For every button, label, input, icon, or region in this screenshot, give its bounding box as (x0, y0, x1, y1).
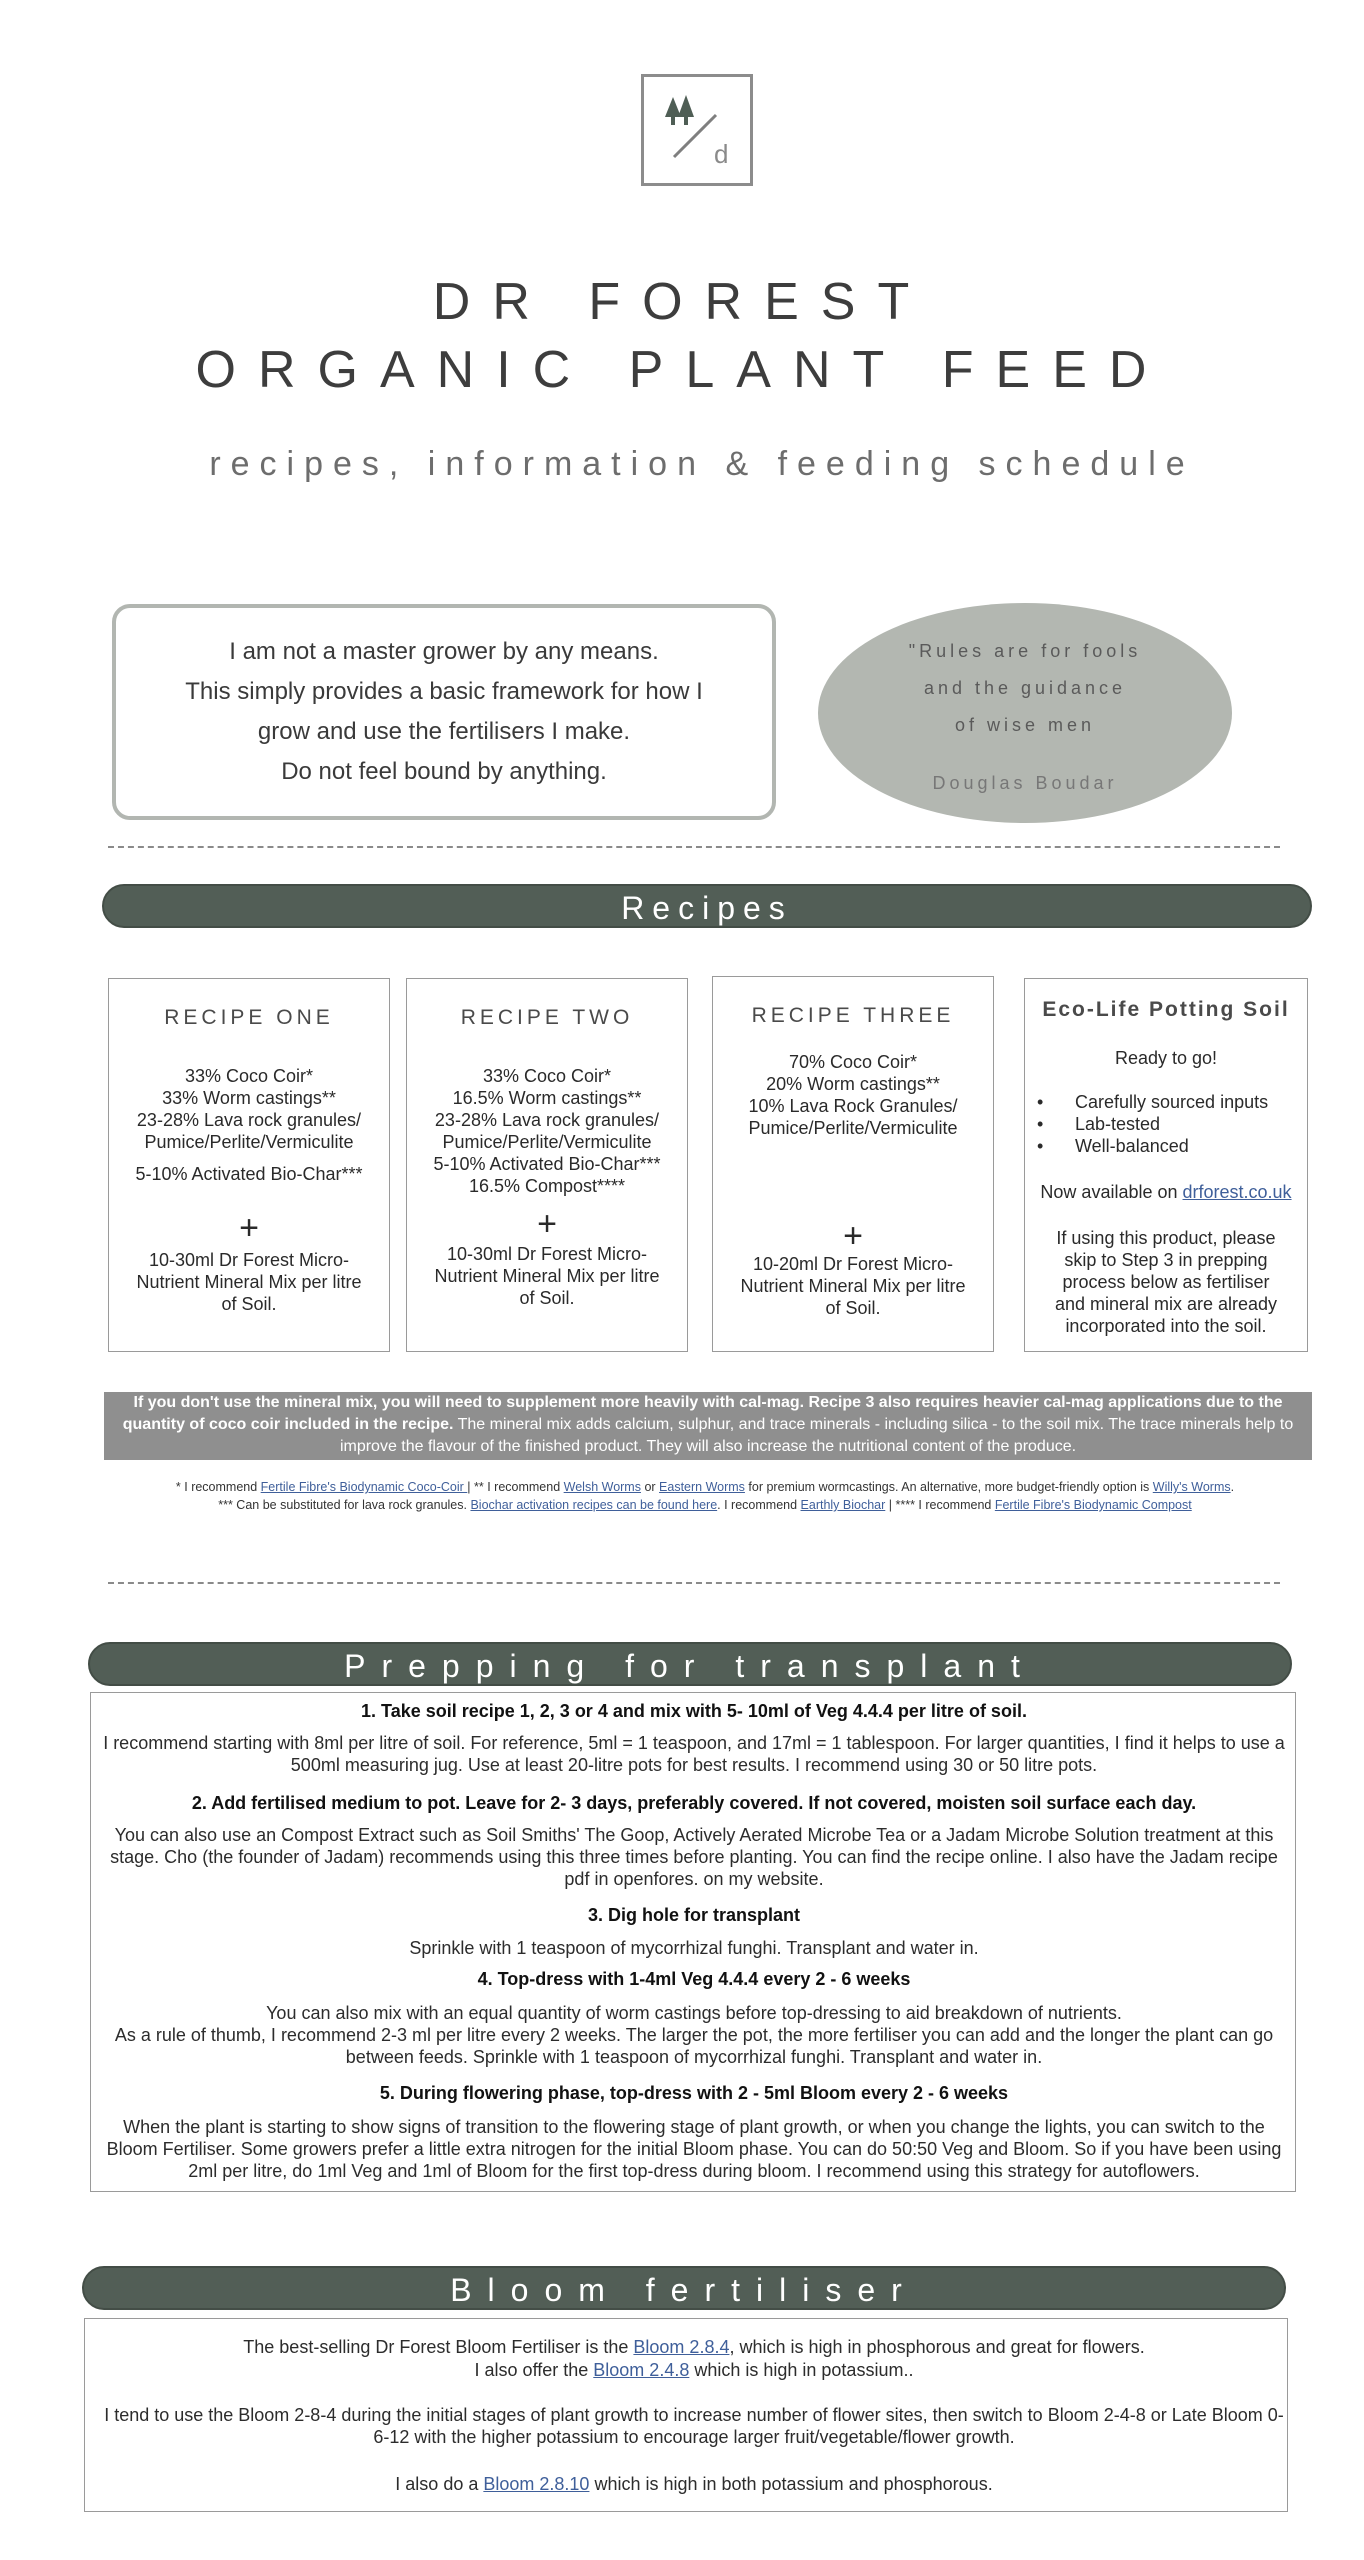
ingredient: 33% Coco Coir* (184, 1066, 314, 1086)
bloom-paragraph: I tend to use the Bloom 2-8-4 during the initial stages of plant growth to increase number of flower sites, then switch to Bloom 2-4-8 or Late Bloom 0-6-12 with the higher potassium to encourage larger fruit/vegetable/flower growth. (104, 2405, 1284, 2447)
eco-available (1025, 1181, 1307, 1203)
ingredient: 23-28% Lava rock granules/ (136, 1110, 362, 1130)
bloom-text: , which is high in phosphorous and great for flowers. (729, 2337, 1145, 2357)
biochar-recipes-link[interactable]: Biochar activation recipes can be found here (470, 1498, 718, 1512)
bloom-banner: Bloom fertiliser (82, 2266, 1286, 2310)
step-4-text: You can also mix with an equal quantity of worm castings before top-dressing to aid breakdown of nutrients. As a rule of thumb, I recommend 2-3 ml per litre every 2 weeks. The larger the pot, the more fertiliser you can add and the longer the plant can go between feeds. Sprinkle with 1 teaspoon of mycorrhizal funghi. Transplant and water in. (114, 2003, 1274, 2067)
ingredient: 5-10% Activated Bio-Char*** (135, 1164, 363, 1184)
ingredient: 33% Worm castings** (162, 1088, 336, 1108)
mineral-note-bold: If you don't use the mineral mix, you will need to supplement more heavily with cal-mag. Recipe 3 also requires heavier cal-mag applications due to the quantity of coco coir included in the recipe. (122, 1394, 1283, 1433)
eco-life-card (1024, 978, 1308, 1352)
eco-bullet: • Carefully sourced inputs (1025, 1091, 1307, 1113)
bloom-text: which is high in both potassium and phosphorous. (589, 2474, 993, 2494)
ingredient: 10% Lava Rock Granules/ (748, 1096, 958, 1116)
mineral-note-text: The mineral mix adds calcium, sulphur, and trace minerals - including silica - to the soil mix. The trace minerals help to improve the flavour of the finished product. They will also increase the nutritional content of the produce. (339, 1416, 1294, 1455)
step-2-text: You can also use an Compost Extract such as Soil Smiths' The Goop, Actively Aerated Microbe Tea or a Jadam Microbe Solution treatment at this stage. Cho (the founder of Jadam) recommends using this three times before planting. You can find the recipe online. I also have the Jadam recipe pdf in openfores. on my website. (110, 1825, 1278, 1889)
recipe-title: RECIPE ONE (164, 1006, 334, 1029)
intro-box (112, 604, 776, 820)
coco-coir-link[interactable]: Fertile Fibre's Biodynamic Coco-Coir (260, 1480, 468, 1494)
tree-icon (644, 77, 750, 183)
eastern-worms-link[interactable]: Eastern Worms (659, 1480, 745, 1494)
willys-worms-link[interactable]: Willy's Worms (1152, 1480, 1231, 1494)
mineral-note (104, 1392, 1312, 1460)
plus-icon: + (239, 1209, 259, 1247)
eco-available-text: Now available on (1040, 1182, 1183, 1202)
recipe-card-two (406, 978, 688, 1352)
ingredient: Pumice/Perlite/Vermiculite (442, 1132, 652, 1152)
bloom-line-1 (100, 2336, 1288, 2358)
eco-bullet: • Lab-tested (1025, 1113, 1307, 1135)
bloom-text: The best-selling Dr Forest Bloom Fertiliser is the (243, 2337, 634, 2357)
recipe-title: RECIPE THREE (751, 1004, 955, 1027)
footnote-text: * I recommend (175, 1480, 261, 1494)
eco-ready: Ready to go! (1114, 1048, 1218, 1068)
quote-line: of wise men (954, 715, 1096, 735)
divider (108, 846, 1280, 848)
recipe-card-three (712, 976, 994, 1352)
bloom-text: which is high in potassium.. (689, 2360, 914, 2380)
footnote-text: or (640, 1480, 660, 1494)
footnote-line-2 (100, 1496, 1310, 1514)
quote-ellipse (818, 603, 1232, 823)
bloom-2810-link[interactable]: Bloom 2.8.10 (483, 2474, 590, 2494)
ingredient: 16.5% Compost**** (468, 1176, 626, 1196)
eco-title: Eco-Life Potting Soil (1042, 998, 1290, 1021)
intro-line: I am not a master grower by any means. (229, 638, 659, 665)
step-3-text: Sprinkle with 1 teaspoon of mycorrhizal funghi. Transplant and water in. (409, 1938, 979, 1958)
step-1-text: I recommend starting with 8ml per litre of soil. For reference, 5ml = 1 teaspoon, and 17ml = 1 tablespoon. For larger quantities, I find it helps to use a 500ml measuring jug. Use at least 20-litre pots for best results. I recommend using 30 or 50 litre pots. (103, 1733, 1285, 1775)
bloom-text: I also offer the (474, 2360, 594, 2380)
plus-icon: + (843, 1217, 863, 1255)
title-line-2: ORGANIC PLANT FEED (195, 341, 1169, 399)
recipe-title: RECIPE TWO (460, 1006, 634, 1029)
intro-line: Do not feel bound by anything. (281, 758, 607, 785)
footnote-text: for premium wormcastings. An alternative, more budget-friendly option is (744, 1480, 1153, 1494)
ingredient: 23-28% Lava rock granules/ (434, 1110, 660, 1130)
bloom-248-link[interactable]: Bloom 2.4.8 (593, 2360, 690, 2380)
drforest-link[interactable]: drforest.co.uk (1182, 1182, 1292, 1202)
ingredient: 16.5% Worm castings** (452, 1088, 642, 1108)
footnote-text: | ** I recommend (467, 1480, 564, 1494)
bloom-text: I also do a (395, 2474, 484, 2494)
ingredient: 33% Coco Coir* (482, 1066, 612, 1086)
intro-line: grow and use the fertilisers I make. (257, 718, 631, 745)
quote-line: "Rules are for fools (908, 641, 1142, 661)
eco-note: If using this product, please skip to Step 3 in prepping process below as fertiliser and mineral mix are already incorporated into the soil. (1054, 1228, 1278, 1336)
footnote-text: . I recommend (717, 1498, 801, 1512)
step-5-text: When the plant is starting to show signs of transition to the flowering stage of plant growth, or when you change the lights, you can switch to the Bloom Fertiliser. Some growers prefer a little extra nitrogen for the initial Bloom phase. You can do 50:50 Veg and Bloom. So if you have been using 2ml per litre, do 1ml Veg and 1ml of Bloom for the first top-dress during bloom. I recommend using this strategy for autoflowers. (106, 2117, 1282, 2181)
step-1-heading: 1. Take soil recipe 1, 2, 3 or 4 and mix with 5- 10ml of Veg 4.4.4 per litre of soil. (361, 1701, 1027, 1721)
recipes-banner: Recipes (102, 884, 1312, 928)
footnote-line-1 (100, 1478, 1310, 1496)
logo (641, 74, 753, 186)
bloom-284-link[interactable]: Bloom 2.8.4 (633, 2337, 730, 2357)
footnote-text: . (1230, 1480, 1235, 1494)
bloom-line-3 (100, 2473, 1288, 2495)
step-2-heading: 2. Add fertilised medium to pot. Leave for 2- 3 days, preferably covered. If not covered, moisten soil surface each day. (191, 1793, 1197, 1813)
title-line-1: DR FOREST (432, 273, 932, 331)
ingredient: 20% Worm castings** (766, 1074, 940, 1094)
mineral-text: 10-20ml Dr Forest Micro-Nutrient Mineral Mix per litre of Soil. (740, 1254, 966, 1318)
quote-line: and the guidance (923, 678, 1127, 698)
mineral-text: 10-30ml Dr Forest Micro-Nutrient Mineral Mix per litre of Soil. (434, 1244, 660, 1308)
mineral-text: 10-30ml Dr Forest Micro-Nutrient Mineral Mix per litre of Soil. (136, 1250, 362, 1314)
welsh-worms-link[interactable]: Welsh Worms (563, 1480, 641, 1494)
prep-banner: Prepping for transplant (88, 1642, 1292, 1686)
plus-icon: + (537, 1205, 557, 1243)
biodynamic-compost-link[interactable]: Fertile Fibre's Biodynamic Compost (994, 1498, 1192, 1512)
step-3-heading: 3. Dig hole for transplant (587, 1905, 801, 1925)
subtitle: recipes, information & feeding schedule (209, 445, 1195, 483)
divider (108, 1582, 1280, 1584)
earthly-biochar-link[interactable]: Earthly Biochar (800, 1498, 886, 1512)
intro-line: This simply provides a basic framework for how I (185, 678, 703, 705)
footnote-text: | **** I recommend (885, 1498, 995, 1512)
eco-bullet: • Well-balanced (1025, 1135, 1307, 1157)
bloom-line-2 (100, 2359, 1288, 2381)
footnote-text: *** Can be substituted for lava rock granules. (218, 1498, 471, 1512)
ingredient: 70% Coco Coir* (788, 1052, 918, 1072)
ingredient: Pumice/Perlite/Vermiculite (144, 1132, 354, 1152)
ingredient: 5-10% Activated Bio-Char*** (433, 1154, 661, 1174)
quote-author: Douglas Boudar (932, 773, 1118, 793)
step-5-heading: 5. During flowering phase, top-dress with 2 - 5ml Bloom every 2 - 6 weeks (379, 2083, 1009, 2103)
recipe-card-one (108, 978, 390, 1352)
logo-letter: d (714, 139, 729, 169)
ingredient: Pumice/Perlite/Vermiculite (748, 1118, 958, 1138)
step-4-heading: 4. Top-dress with 1-4ml Veg 4.4.4 every 2 - 6 weeks (477, 1969, 911, 1989)
